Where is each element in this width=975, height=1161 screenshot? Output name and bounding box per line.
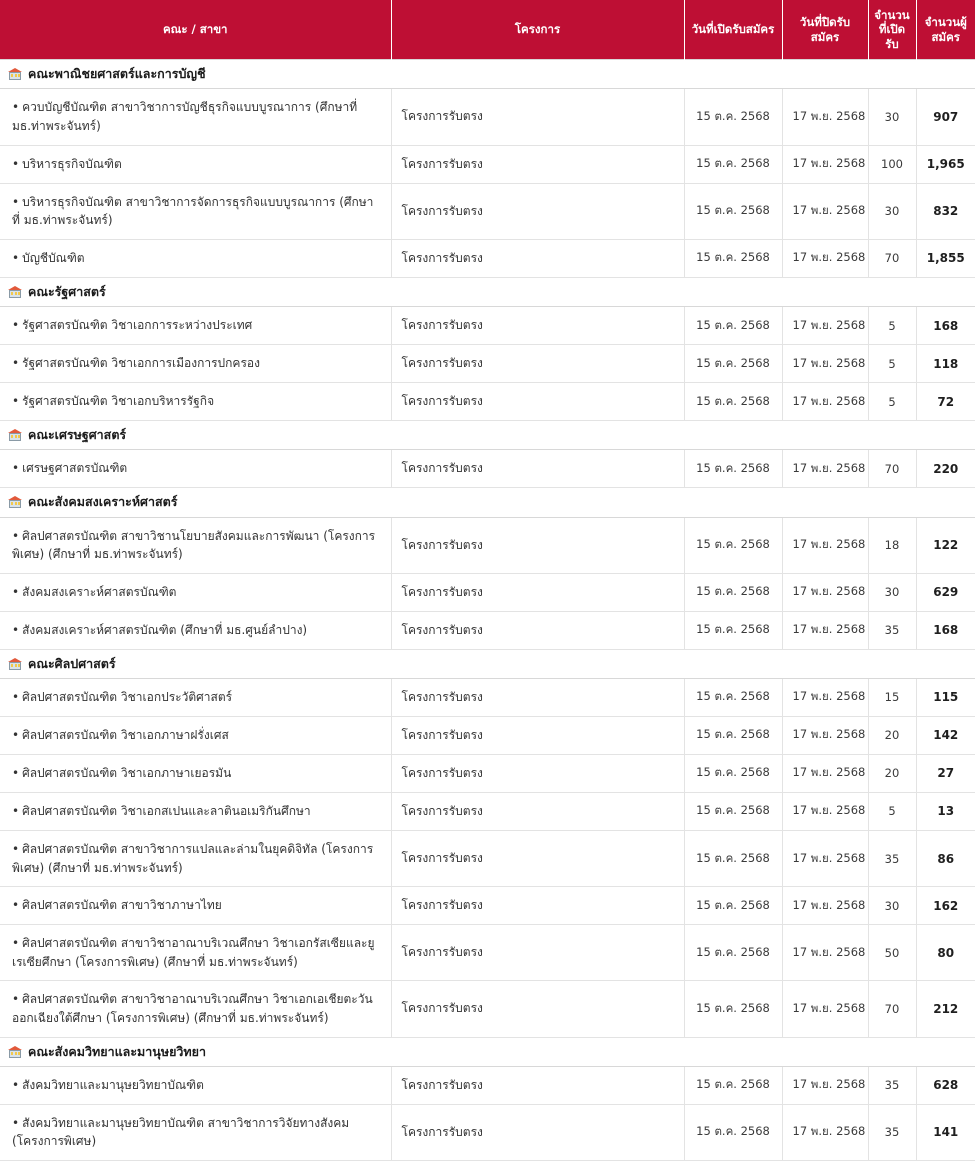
major-name: ศิลปศาสตรบัณฑิต สาขาวิชานโยบายสังคมและการพัฒนา (โครงการพิเศษ) (ศึกษาที่ มธ.ท่าพระจันทร์) xyxy=(12,528,376,562)
major-cell[interactable] xyxy=(0,887,391,925)
open-date-cell: 15 ต.ค. 2568 xyxy=(684,145,782,183)
open-date-cell: 15 ต.ค. 2568 xyxy=(684,307,782,345)
quota-cell: 70 xyxy=(868,450,916,488)
bullet-icon: • xyxy=(12,804,20,819)
faculty-section-header xyxy=(0,488,975,517)
open-date-cell: 15 ต.ค. 2568 xyxy=(684,887,782,925)
applicants-cell: 13 xyxy=(916,792,975,830)
open-date-cell: 15 ต.ค. 2568 xyxy=(684,1066,782,1104)
major-cell[interactable] xyxy=(0,678,391,716)
close-date-cell: 17 พ.ย. 2568 xyxy=(782,450,868,488)
close-date-cell: 17 พ.ย. 2568 xyxy=(782,573,868,611)
open-date-cell: 15 ต.ค. 2568 xyxy=(684,925,782,981)
quota-cell: 30 xyxy=(868,89,916,145)
table-row[interactable] xyxy=(0,307,975,345)
faculty-header-cell xyxy=(0,1037,975,1066)
faculty-name: คณะสังคมสงเคราะห์ศาสตร์ xyxy=(28,494,178,510)
major-name: สังคมสงเคราะห์ศาสตรบัณฑิต xyxy=(22,584,177,599)
quota-cell: 30 xyxy=(868,887,916,925)
project-name: โครงการรับตรง xyxy=(401,898,483,913)
major-name: ศิลปศาสตรบัณฑิต วิชาเอกภาษาเยอรมัน xyxy=(22,766,232,781)
bullet-icon: • xyxy=(12,156,20,171)
bullet-icon: • xyxy=(12,622,20,637)
open-date-cell: 15 ต.ค. 2568 xyxy=(684,716,782,754)
table-row[interactable] xyxy=(0,145,975,183)
open-date-cell: 15 ต.ค. 2568 xyxy=(684,792,782,830)
close-date-cell: 17 พ.ย. 2568 xyxy=(782,611,868,649)
close-date-cell: 17 พ.ย. 2568 xyxy=(782,925,868,981)
project-cell xyxy=(391,611,684,649)
project-name: โครงการรับตรง xyxy=(401,203,483,218)
quota-cell: 30 xyxy=(868,183,916,239)
project-cell xyxy=(391,792,684,830)
open-date-cell: 15 ต.ค. 2568 xyxy=(684,678,782,716)
major-cell[interactable] xyxy=(0,611,391,649)
major-cell[interactable] xyxy=(0,307,391,345)
open-date-cell: 15 ต.ค. 2568 xyxy=(684,239,782,277)
bullet-icon: • xyxy=(12,461,20,476)
quota-cell: 5 xyxy=(868,792,916,830)
faculty-header-cell xyxy=(0,421,975,450)
open-date-cell: 15 ต.ค. 2568 xyxy=(684,517,782,573)
major-name: รัฐศาสตรบัณฑิต วิชาเอกบริหารรัฐกิจ xyxy=(22,394,215,409)
major-name: ศิลปศาสตรบัณฑิต สาขาวิชาอาณาบริเวณศึกษา วิชาเอกเอเชียตะวันออกเฉียงใต้ศึกษา (โครงการพิเศษ) (ศึกษาที่ มธ.ท่าพระจันทร์) xyxy=(12,992,373,1025)
applicants-cell: 629 xyxy=(916,573,975,611)
bullet-icon: • xyxy=(12,841,20,856)
project-name: โครงการรับตรง xyxy=(401,584,483,599)
quota-cell: 50 xyxy=(868,925,916,981)
applicants-cell: 115 xyxy=(916,678,975,716)
project-cell xyxy=(391,307,684,345)
major-name: ศิลปศาสตรบัณฑิต สาขาวิชาอาณาบริเวณศึกษา วิชาเอกรัสเซียและยูเรเซียศึกษา (โครงการพิเศษ) (ศึกษาที่ มธ.ท่าพระจันทร์) xyxy=(12,936,375,969)
major-cell[interactable] xyxy=(0,925,391,981)
table-row[interactable] xyxy=(0,792,975,830)
project-cell xyxy=(391,239,684,277)
major-cell[interactable] xyxy=(0,573,391,611)
quota-cell: 15 xyxy=(868,678,916,716)
faculty-header-cell xyxy=(0,488,975,517)
table-row[interactable] xyxy=(0,830,975,886)
project-name: โครงการรับตรง xyxy=(401,689,483,704)
applicants-cell: 220 xyxy=(916,450,975,488)
quota-cell: 100 xyxy=(868,145,916,183)
faculty-section-header xyxy=(0,277,975,306)
applicants-cell: 142 xyxy=(916,716,975,754)
close-date-cell: 17 พ.ย. 2568 xyxy=(782,981,868,1037)
faculty-name: คณะพาณิชยศาสตร์และการบัญชี xyxy=(28,66,206,82)
bullet-icon: • xyxy=(12,584,20,599)
project-cell xyxy=(391,754,684,792)
project-name: โครงการรับตรง xyxy=(401,356,483,370)
bullet-icon: • xyxy=(12,356,20,371)
building-icon xyxy=(8,67,22,81)
table-row[interactable] xyxy=(0,517,975,573)
applicants-cell: 122 xyxy=(916,517,975,573)
building-icon xyxy=(8,428,22,442)
project-cell xyxy=(391,383,684,421)
close-date-cell: 17 พ.ย. 2568 xyxy=(782,307,868,345)
major-name: บัญชีบัณฑิต xyxy=(22,250,85,265)
quota-cell: 20 xyxy=(868,754,916,792)
project-name: โครงการรับตรง xyxy=(401,803,483,818)
major-cell[interactable] xyxy=(0,981,391,1037)
quota-cell: 30 xyxy=(868,573,916,611)
quota-cell: 20 xyxy=(868,716,916,754)
close-date-cell: 17 พ.ย. 2568 xyxy=(782,792,868,830)
quota-cell: 5 xyxy=(868,307,916,345)
project-name: โครงการรับตรง xyxy=(401,537,483,552)
project-cell xyxy=(391,1066,684,1104)
column-header-applicants[interactable]: จำนวนผู้สมัคร xyxy=(916,0,975,60)
major-name: บริหารธุรกิจบัณฑิต สาขาวิชาการจัดการธุรกิจแบบบูรณาการ (ศึกษาที่ มธ.ท่าพระจันทร์) xyxy=(12,194,374,228)
major-cell[interactable] xyxy=(0,345,391,383)
close-date-cell: 17 พ.ย. 2568 xyxy=(782,830,868,886)
bullet-icon: • xyxy=(12,318,20,333)
project-cell xyxy=(391,925,684,981)
table-row[interactable] xyxy=(0,383,975,421)
applicants-cell: 628 xyxy=(916,1066,975,1104)
major-name: รัฐศาสตรบัณฑิต วิชาเอกการระหว่างประเทศ xyxy=(22,318,253,333)
close-date-cell: 17 พ.ย. 2568 xyxy=(782,145,868,183)
project-cell xyxy=(391,517,684,573)
column-header-quota[interactable]: จำนวนที่เปิดรับ xyxy=(868,0,916,60)
bullet-icon: • xyxy=(12,528,20,543)
table-row[interactable] xyxy=(0,716,975,754)
faculty-section-header xyxy=(0,60,975,89)
project-name: โครงการรับตรง xyxy=(401,250,483,265)
faculty-header-cell xyxy=(0,277,975,306)
header-row xyxy=(0,0,975,60)
major-name: บริหารธุรกิจบัณฑิต xyxy=(22,156,122,171)
building-icon xyxy=(8,285,22,299)
project-name: โครงการรับตรง xyxy=(401,765,483,780)
applicants-cell: 1,965 xyxy=(916,145,975,183)
project-name: โครงการรับตรง xyxy=(401,622,483,637)
close-date-cell: 17 พ.ย. 2568 xyxy=(782,1104,868,1160)
table-row[interactable] xyxy=(0,239,975,277)
building-icon xyxy=(8,1045,22,1059)
table-row[interactable] xyxy=(0,89,975,145)
table-row[interactable] xyxy=(0,678,975,716)
major-cell[interactable] xyxy=(0,239,391,277)
project-cell xyxy=(391,981,684,1037)
applicants-cell: 72 xyxy=(916,383,975,421)
close-date-cell: 17 พ.ย. 2568 xyxy=(782,1066,868,1104)
project-cell xyxy=(391,450,684,488)
major-cell[interactable] xyxy=(0,383,391,421)
major-cell[interactable] xyxy=(0,830,391,886)
table-row[interactable] xyxy=(0,611,975,649)
major-name: สังคมวิทยาและมานุษยวิทยาบัณฑิต xyxy=(22,1077,204,1092)
project-name: โครงการรับตรง xyxy=(401,1001,483,1016)
open-date-cell: 15 ต.ค. 2568 xyxy=(684,450,782,488)
project-name: โครงการรับตรง xyxy=(401,1124,483,1139)
applicants-cell: 907 xyxy=(916,89,975,145)
major-cell[interactable] xyxy=(0,145,391,183)
project-name: โครงการรับตรง xyxy=(401,851,483,866)
applicants-cell: 141 xyxy=(916,1104,975,1160)
project-cell xyxy=(391,573,684,611)
bullet-icon: • xyxy=(12,728,20,743)
major-name: สังคมสงเคราะห์ศาสตรบัณฑิต (ศึกษาที่ มธ.ศูนย์ลำปาง) xyxy=(22,622,308,637)
bullet-icon: • xyxy=(12,100,20,115)
project-cell xyxy=(391,89,684,145)
faculty-section-header xyxy=(0,421,975,450)
faculty-name: คณะรัฐศาสตร์ xyxy=(28,283,106,299)
column-header-open-date[interactable]: วันที่เปิดรับสมัคร xyxy=(684,0,782,60)
major-cell[interactable] xyxy=(0,1066,391,1104)
building-icon xyxy=(8,657,22,671)
table-row[interactable] xyxy=(0,450,975,488)
project-cell xyxy=(391,345,684,383)
major-cell[interactable] xyxy=(0,517,391,573)
project-cell xyxy=(391,887,684,925)
open-date-cell: 15 ต.ค. 2568 xyxy=(684,345,782,383)
open-date-cell: 15 ต.ค. 2568 xyxy=(684,830,782,886)
column-header-major[interactable]: คณะ / สาขา xyxy=(0,0,391,60)
major-name: รัฐศาสตรบัณฑิต วิชาเอกการเมืองการปกครอง xyxy=(22,356,260,371)
bullet-icon: • xyxy=(12,690,20,705)
project-name: โครงการรับตรง xyxy=(401,156,483,171)
project-name: โครงการรับตรง xyxy=(401,394,483,408)
table-row[interactable] xyxy=(0,925,975,981)
applicants-cell: 118 xyxy=(916,345,975,383)
bullet-icon: • xyxy=(12,992,20,1007)
bullet-icon: • xyxy=(12,1115,20,1130)
column-header-close-date[interactable]: วันที่ปิดรับสมัคร xyxy=(782,0,868,60)
major-cell[interactable] xyxy=(0,89,391,145)
project-name: โครงการรับตรง xyxy=(401,1077,483,1092)
project-cell xyxy=(391,145,684,183)
applicants-cell: 86 xyxy=(916,830,975,886)
major-cell[interactable] xyxy=(0,183,391,239)
major-name: ศิลปศาสตรบัณฑิต สาขาวิชาภาษาไทย xyxy=(22,898,222,913)
major-name: เศรษฐศาสตรบัณฑิต xyxy=(22,461,128,476)
quota-cell: 18 xyxy=(868,517,916,573)
quota-cell: 35 xyxy=(868,1066,916,1104)
open-date-cell: 15 ต.ค. 2568 xyxy=(684,383,782,421)
project-name: โครงการรับตรง xyxy=(401,318,483,332)
quota-cell: 5 xyxy=(868,383,916,421)
applicants-cell: 212 xyxy=(916,981,975,1037)
table-body xyxy=(0,60,975,1161)
quota-cell: 70 xyxy=(868,981,916,1037)
bullet-icon: • xyxy=(12,1077,20,1092)
bullet-icon: • xyxy=(12,898,20,913)
open-date-cell: 15 ต.ค. 2568 xyxy=(684,611,782,649)
bullet-icon: • xyxy=(12,394,20,409)
major-cell[interactable] xyxy=(0,450,391,488)
close-date-cell: 17 พ.ย. 2568 xyxy=(782,716,868,754)
close-date-cell: 17 พ.ย. 2568 xyxy=(782,754,868,792)
table-row[interactable] xyxy=(0,573,975,611)
applicants-cell: 168 xyxy=(916,611,975,649)
close-date-cell: 17 พ.ย. 2568 xyxy=(782,383,868,421)
close-date-cell: 17 พ.ย. 2568 xyxy=(782,345,868,383)
bullet-icon: • xyxy=(12,766,20,781)
major-cell[interactable] xyxy=(0,1104,391,1160)
close-date-cell: 17 พ.ย. 2568 xyxy=(782,517,868,573)
project-cell xyxy=(391,678,684,716)
faculty-header-cell xyxy=(0,649,975,678)
major-name: ศิลปศาสตรบัณฑิต สาขาวิชาการแปลและล่ามในยุคดิจิทัล (โครงการพิเศษ) (ศึกษาที่ มธ.ท่าพระจันทร์) xyxy=(12,841,374,875)
project-name: โครงการรับตรง xyxy=(401,727,483,742)
faculty-header-cell xyxy=(0,60,975,89)
project-name: โครงการรับตรง xyxy=(401,945,483,960)
quota-cell: 70 xyxy=(868,239,916,277)
faculty-name: คณะเศรษฐศาสตร์ xyxy=(28,427,127,442)
applicants-cell: 832 xyxy=(916,183,975,239)
project-cell xyxy=(391,716,684,754)
bullet-icon: • xyxy=(12,936,20,951)
faculty-section-header xyxy=(0,649,975,678)
quota-cell: 5 xyxy=(868,345,916,383)
table-row[interactable] xyxy=(0,345,975,383)
open-date-cell: 15 ต.ค. 2568 xyxy=(684,183,782,239)
table-row[interactable] xyxy=(0,1066,975,1104)
table-row[interactable] xyxy=(0,887,975,925)
bullet-icon: • xyxy=(12,194,20,209)
close-date-cell: 17 พ.ย. 2568 xyxy=(782,239,868,277)
major-name: สังคมวิทยาและมานุษยวิทยาบัณฑิต สาขาวิชาการวิจัยทางสังคม (โครงการพิเศษ) xyxy=(12,1115,350,1149)
faculty-section-header xyxy=(0,1037,975,1066)
faculty-name: คณะสังคมวิทยาและมานุษยวิทยา xyxy=(28,1043,207,1059)
close-date-cell: 17 พ.ย. 2568 xyxy=(782,183,868,239)
table-row[interactable] xyxy=(0,1104,975,1160)
project-name: โครงการรับตรง xyxy=(401,461,483,476)
table-header xyxy=(0,0,975,60)
major-cell[interactable] xyxy=(0,716,391,754)
building-icon xyxy=(8,495,22,509)
project-name: โครงการรับตรง xyxy=(401,109,483,124)
table-row[interactable] xyxy=(0,981,975,1037)
major-name: ควบบัญชีบัณฑิต สาขาวิชาการบัญชีธุรกิจแบบบูรณาการ (ศึกษาที่ มธ.ท่าพระจันทร์) xyxy=(12,100,358,133)
column-header-project[interactable]: โครงการ xyxy=(391,0,684,60)
project-cell xyxy=(391,1104,684,1160)
applicants-cell: 162 xyxy=(916,887,975,925)
bullet-icon: • xyxy=(12,250,20,265)
close-date-cell: 17 พ.ย. 2568 xyxy=(782,89,868,145)
major-name: ศิลปศาสตรบัณฑิต วิชาเอกภาษาฝรั่งเศส xyxy=(22,728,229,743)
faculty-name: คณะศิลปศาสตร์ xyxy=(28,655,116,671)
major-cell[interactable] xyxy=(0,792,391,830)
quota-cell: 35 xyxy=(868,611,916,649)
major-cell[interactable] xyxy=(0,754,391,792)
applicants-cell: 1,855 xyxy=(916,239,975,277)
table-row[interactable] xyxy=(0,183,975,239)
project-cell xyxy=(391,830,684,886)
close-date-cell: 17 พ.ย. 2568 xyxy=(782,678,868,716)
applicants-cell: 80 xyxy=(916,925,975,981)
major-name: ศิลปศาสตรบัณฑิต วิชาเอกประวัติศาสตร์ xyxy=(22,690,233,705)
open-date-cell: 15 ต.ค. 2568 xyxy=(684,981,782,1037)
project-cell xyxy=(391,183,684,239)
applicants-cell: 27 xyxy=(916,754,975,792)
quota-cell: 35 xyxy=(868,830,916,886)
open-date-cell: 15 ต.ค. 2568 xyxy=(684,1104,782,1160)
open-date-cell: 15 ต.ค. 2568 xyxy=(684,754,782,792)
major-name: ศิลปศาสตรบัณฑิต วิชาเอกสเปนและลาตินอเมริกันศึกษา xyxy=(22,804,311,819)
open-date-cell: 15 ต.ค. 2568 xyxy=(684,573,782,611)
applicants-cell: 168 xyxy=(916,307,975,345)
quota-cell: 35 xyxy=(868,1104,916,1160)
open-date-cell: 15 ต.ค. 2568 xyxy=(684,89,782,145)
table-row[interactable] xyxy=(0,754,975,792)
close-date-cell: 17 พ.ย. 2568 xyxy=(782,887,868,925)
